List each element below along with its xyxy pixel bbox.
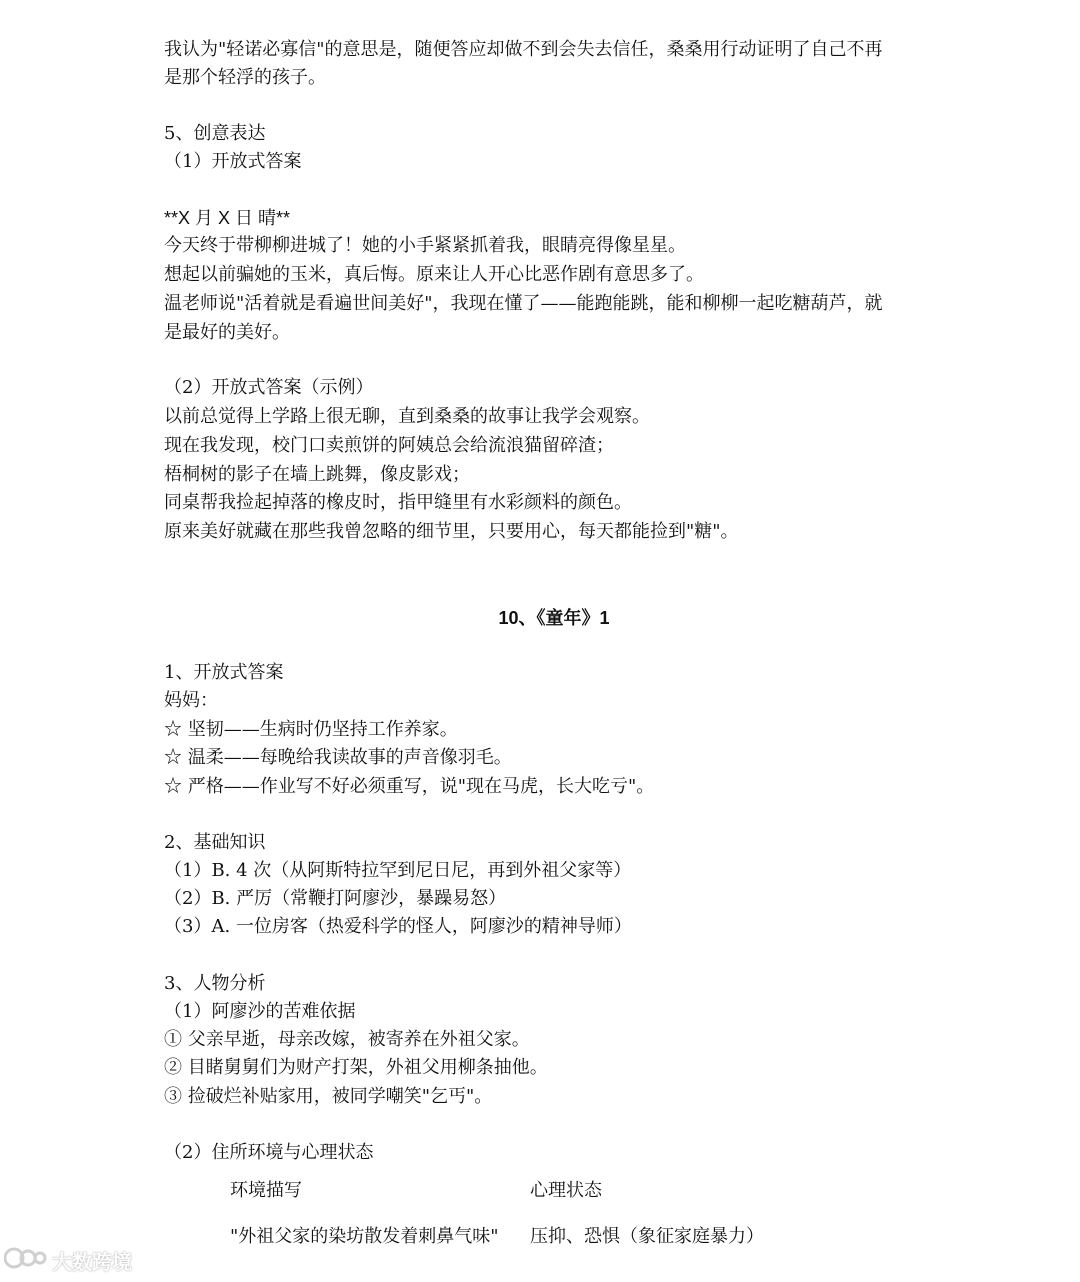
paragraph-line: 想起以前骗她的玉米，真后悔。原来让人开心比恶作剧有意思多了。 [164, 264, 704, 285]
paragraph-line: 温老师说"活着就是看遍世间美好"，我现在懂了——能跑能跳，能和柳柳一起吃糖葫芦，就 [164, 293, 883, 314]
paragraph-line: 是最好的美好。 [164, 322, 290, 343]
list-item: ☆ 严格——作业写不好必须重写，说"现在马虎，长大吃亏"。 [164, 776, 655, 797]
paragraph-line: 梧桐树的影子在墙上跳舞，像皮影戏； [164, 464, 470, 485]
list-item: ③ 捡破烂补贴家用，被同学嘲笑"乞丐"。 [164, 1086, 493, 1107]
paragraph-line: 是那个轻浮的孩子。 [164, 67, 326, 88]
paragraph-line: 妈妈： [164, 690, 218, 711]
answer-line: （1）B. 4 次（从阿斯特拉罕到尼日尼，再到外祖父家等） [164, 860, 632, 881]
paragraph-line: 今天终于带柳柳进城了！她的小手紧紧抓着我，眼睛亮得像星星。 [164, 235, 686, 256]
section-heading: 1、开放式答案 [164, 662, 284, 683]
table-header-row [164, 1177, 924, 1205]
table-header-cell: 环境描写 [230, 1180, 302, 1201]
table-cell: "外祖父家的染坊散发着刺鼻气味" [230, 1226, 499, 1247]
chapter-title: 10、《童年》1 [498, 608, 610, 628]
list-item: ☆ 坚韧——生病时仍坚持工作养家。 [164, 719, 458, 740]
question-label: （2）住所环境与心理状态 [164, 1142, 374, 1163]
list-item: ☆ 温柔——每晚给我读故事的声音像羽毛。 [164, 747, 512, 768]
watermark [4, 1244, 132, 1276]
list-item: ② 目睹舅舅们为财产打架，外祖父用柳条抽他。 [164, 1057, 548, 1078]
table-cell: 压抑、恐惧（象征家庭暴力） [530, 1226, 764, 1247]
diary-date: **X 月 X 日 晴** [164, 208, 291, 228]
question-label: （1）开放式答案 [164, 151, 302, 172]
paragraph-line: 现在我发现，校门口卖煎饼的阿姨总会给流浪猫留碎渣； [164, 435, 614, 456]
paragraph-line: 同桌帮我捡起掉落的橡皮时，指甲缝里有水彩颜料的颜色。 [164, 492, 632, 513]
section-heading: 2、基础知识 [164, 832, 266, 853]
question-label: （1）阿廖沙的苦难依据 [164, 1001, 356, 1022]
paragraph-line: 我认为"轻诺必寡信"的意思是，随便答应却做不到会失去信任，桑桑用行动证明了自己不再 [164, 39, 883, 60]
watermark-text: 大数跨境 [52, 1249, 132, 1274]
section-heading: 3、人物分析 [164, 973, 266, 994]
table-row [164, 1223, 924, 1251]
paragraph-line: 原来美好就藏在那些我曾忽略的细节里，只要用心，每天都能捡到"糖"。 [164, 521, 739, 542]
watermark-logo-icon [4, 1244, 48, 1277]
answer-line: （2）B. 严厉（常鞭打阿廖沙，暴躁易怒） [164, 888, 507, 909]
list-item: ① 父亲早逝，母亲改嫁，被寄养在外祖父家。 [164, 1029, 530, 1050]
answer-line: （3）A. 一位房客（热爱科学的怪人，阿廖沙的精神导师） [164, 916, 632, 937]
paragraph-line: 以前总觉得上学路上很无聊，直到桑桑的故事让我学会观察。 [164, 406, 650, 427]
table-header-cell: 心理状态 [530, 1180, 602, 1201]
question-label: （2）开放式答案（示例） [164, 377, 374, 398]
section-heading: 5、创意表达 [164, 123, 266, 144]
